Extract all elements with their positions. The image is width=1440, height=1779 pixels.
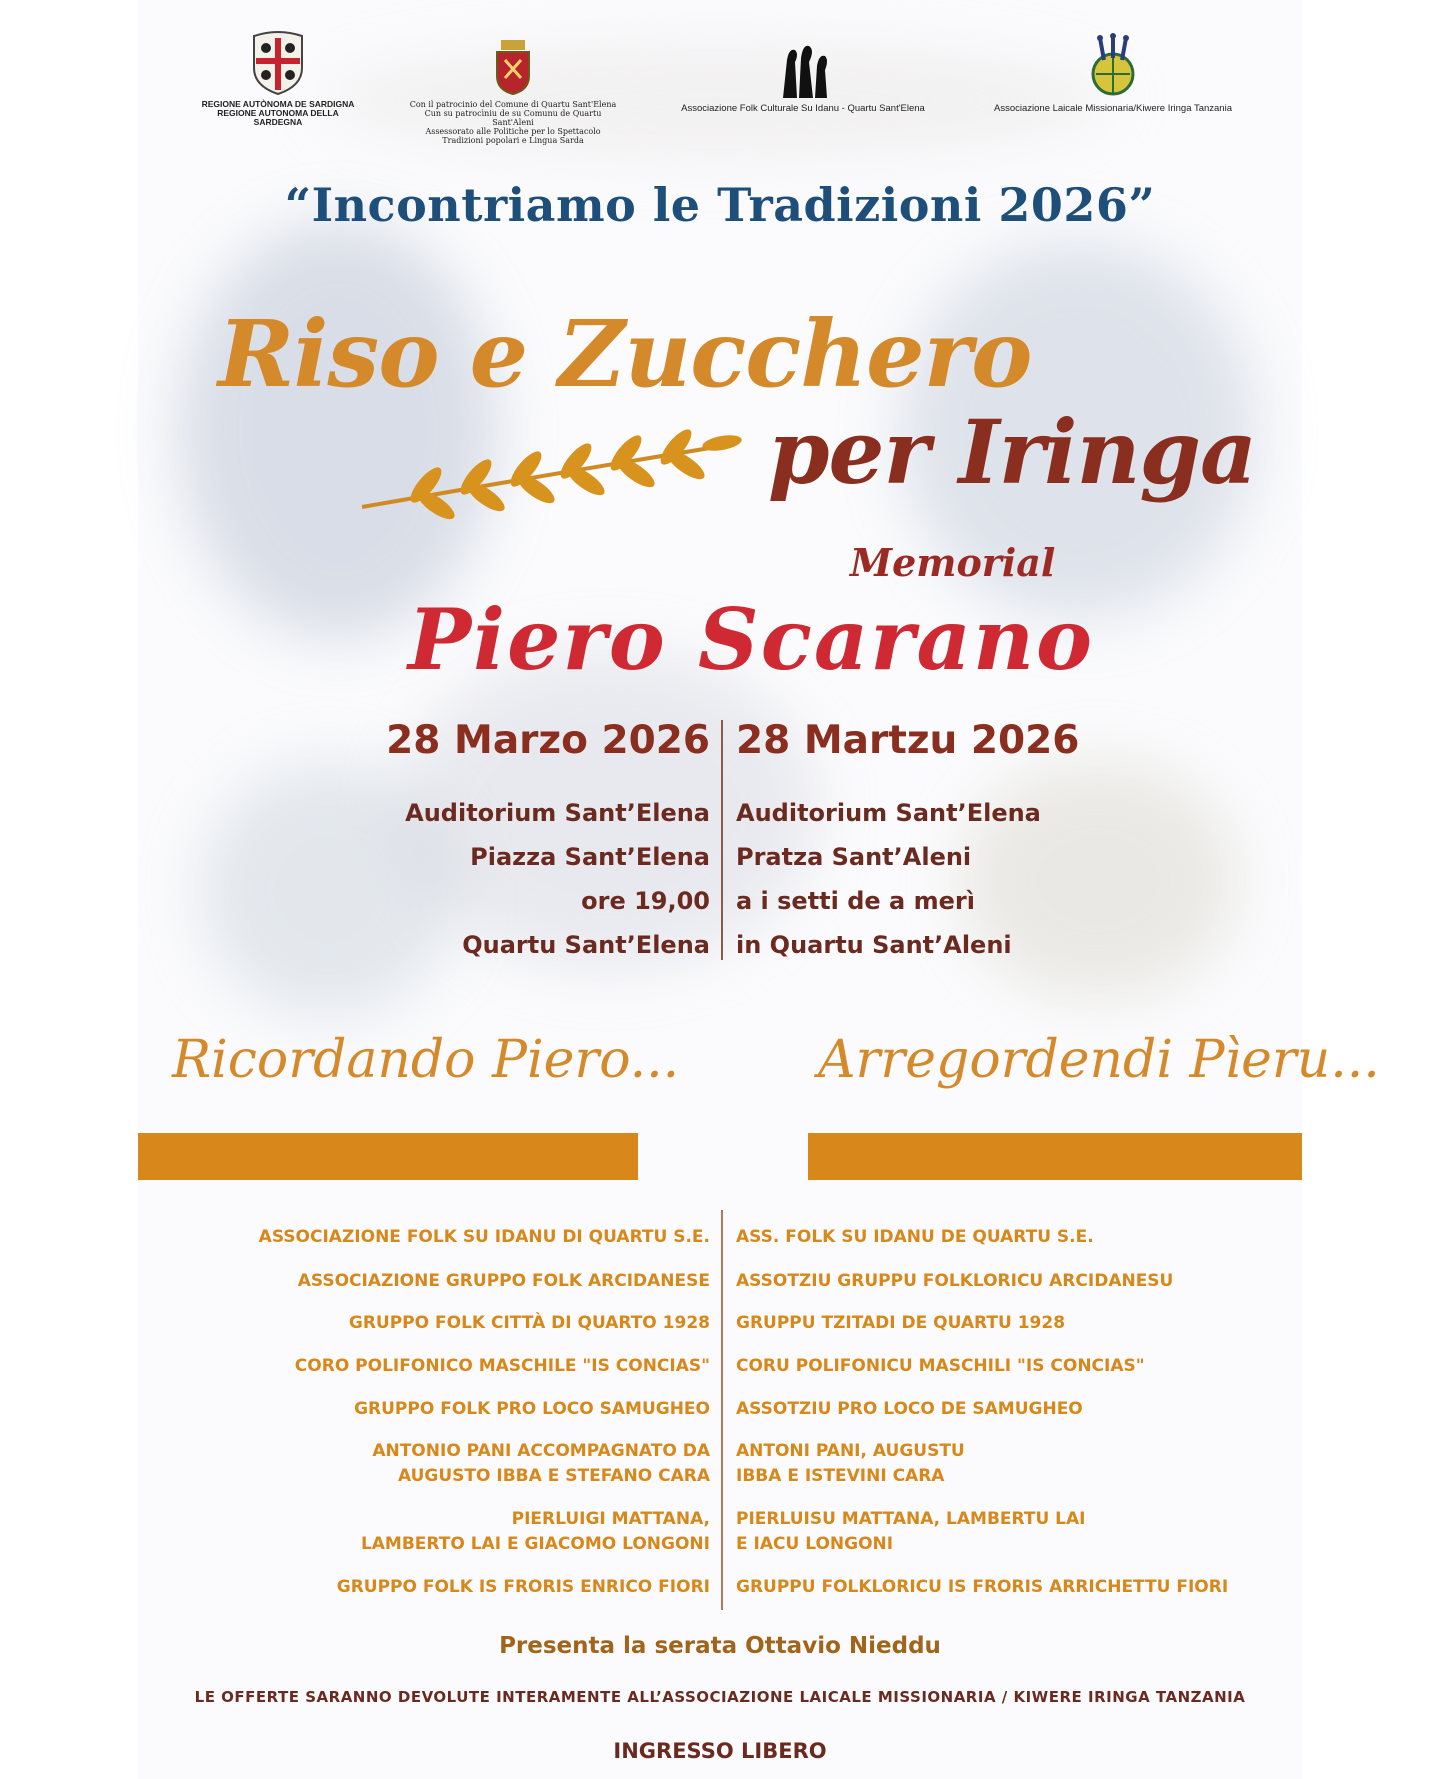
quartu-coat-of-arms-icon [491,38,535,96]
orange-bar-left [138,1133,638,1180]
performer-item: ASSOTZIU PRO LOCO DE SAMUGHEO [736,1399,1083,1419]
logo-caption: Associazione Laicale Missionaria/Kiwere Iringa Tanzania [994,103,1232,114]
performer-item: PIERLUIGI MATTANA, [511,1509,710,1529]
performer-item: GRUPPU FOLKLORICU IS FRORIS ARRICHETTU FIORI [736,1577,1229,1597]
remembering-italian: Ricordando Piero... [172,1030,680,1090]
remembering-sardinian: Arregordendi Pìeru... [818,1030,1380,1090]
sardinia-coat-of-arms-icon [246,30,310,96]
performer-item: IBBA E ISTEVINI CARA [736,1466,945,1486]
logo-comune-quartu [408,38,618,145]
performer-item: LAMBERTO LAI E GIACOMO LONGONI [360,1534,710,1554]
sponsor-logos [138,30,1302,160]
logo-caption: Associazione Folk Culturale Su Idanu - Quartu Sant'Elena [681,103,925,114]
performer-item: CORU POLIFONICU MASCHILI "IS CONCIAS" [736,1356,1145,1376]
sardinian-details [736,718,1079,967]
presenter-text: Presenta la serata Ottavio Nieddu [499,1633,941,1659]
venue-line: Auditorium Sant’Elena [736,799,1041,827]
performer-item: ANTONI PANI, AUGUSTU [736,1441,965,1461]
performer-item: CORO POLIFONICO MASCHILE "IS CONCIAS" [294,1356,710,1376]
venue-line: Auditorium Sant’Elena [405,799,710,827]
logo-caption: REGIONE AUTONOMA DELLA SARDEGNA [217,108,339,127]
performer-item: ASSOCIAZIONE FOLK SU IDANU DI QUARTU S.E. [258,1227,710,1247]
performer-item: PIERLUISU MATTANA, LAMBERTU LAI [736,1509,1086,1529]
performer-item: GRUPPO FOLK IS FRORIS ENRICO FIORI [336,1577,710,1597]
performer-item: ANTONIO PANI ACCOMPAGNATO DA [372,1441,710,1461]
title-line-2: per Iringa [768,400,1257,504]
center-divider [721,720,723,960]
logo-caption: REGIONE AUTÒNOMA DE SARDIGNA [201,99,355,109]
logo-regione-sardegna [193,30,363,127]
event-poster [138,0,1380,1779]
performers-divider [721,1210,723,1610]
performer-item: E IACU LONGONI [736,1534,894,1554]
venue-line: Piazza Sant’Elena [470,843,710,871]
performer-item: GRUPPO FOLK CITTÀ DI QUARTO 1928 [348,1313,710,1333]
memorial-label: Memorial [850,540,1056,585]
venue-line: in Quartu Sant’Aleni [736,931,1012,959]
performer-item: GRUPPO FOLK PRO LOCO SAMUGHEO [354,1399,710,1419]
donations-notice: LE OFFERTE SARANNO DEVOLUTE INTERAMENTE ALL’ASSOCIAZIONE LAICALE MISSIONARIA / KIWERE IRINGA TANZANIA [194,1688,1246,1706]
date-italian: 28 Marzo 2026 [386,718,710,763]
venue-line: Pratza Sant’Aleni [736,843,972,871]
performer-item: GRUPPU TZITADI DE QUARTU 1928 [736,1313,1066,1333]
performer-item: AUGUSTO IBBA E STEFANO CARA [397,1466,710,1486]
logo-caption: Con il patrocinio del Comune di Quartu Sant'Elena [409,100,617,109]
logo-caption: Tradizioni popolari e Lingua Sarda [442,136,584,145]
performer-item: ASSOTZIU GRUPPU FOLKLORICU ARCIDANESU [736,1271,1174,1291]
performer-item: ASSOCIAZIONE GRUPPO FOLK ARCIDANESE [297,1271,710,1291]
folk-dancers-logo-icon [773,40,833,100]
venue-line: Quartu Sant’Elena [462,931,710,959]
venue-line: a i setti de a merì [736,887,975,915]
italian-details [386,718,710,967]
wheat-ear-icon [356,405,736,515]
logo-caption: Cun su patrocìniu de su Comunu de Quartu Sant'Aleni [424,109,602,127]
missionary-globe-logo-icon [1078,34,1148,100]
title-line-1: Riso e Zucchero [218,300,1032,408]
logo-kiwere-iringa [978,34,1248,113]
orange-bar-right [808,1133,1302,1180]
performer-item: ASS. FOLK SU IDANU DE QUARTU S.E. [736,1227,1094,1247]
logo-su-idanu [678,40,928,113]
logo-caption: Assessorato alle Politiche per lo Spettacolo [425,127,601,136]
event-series-title: “Incontriamo le Tradizioni 2026” [284,178,1156,232]
honoree-name: Piero Scarano [408,590,1095,689]
date-sardinian: 28 Martzu 2026 [736,718,1080,763]
venue-line: ore 19,00 [581,887,710,915]
free-entry-label: INGRESSO LIBERO [613,1739,827,1763]
